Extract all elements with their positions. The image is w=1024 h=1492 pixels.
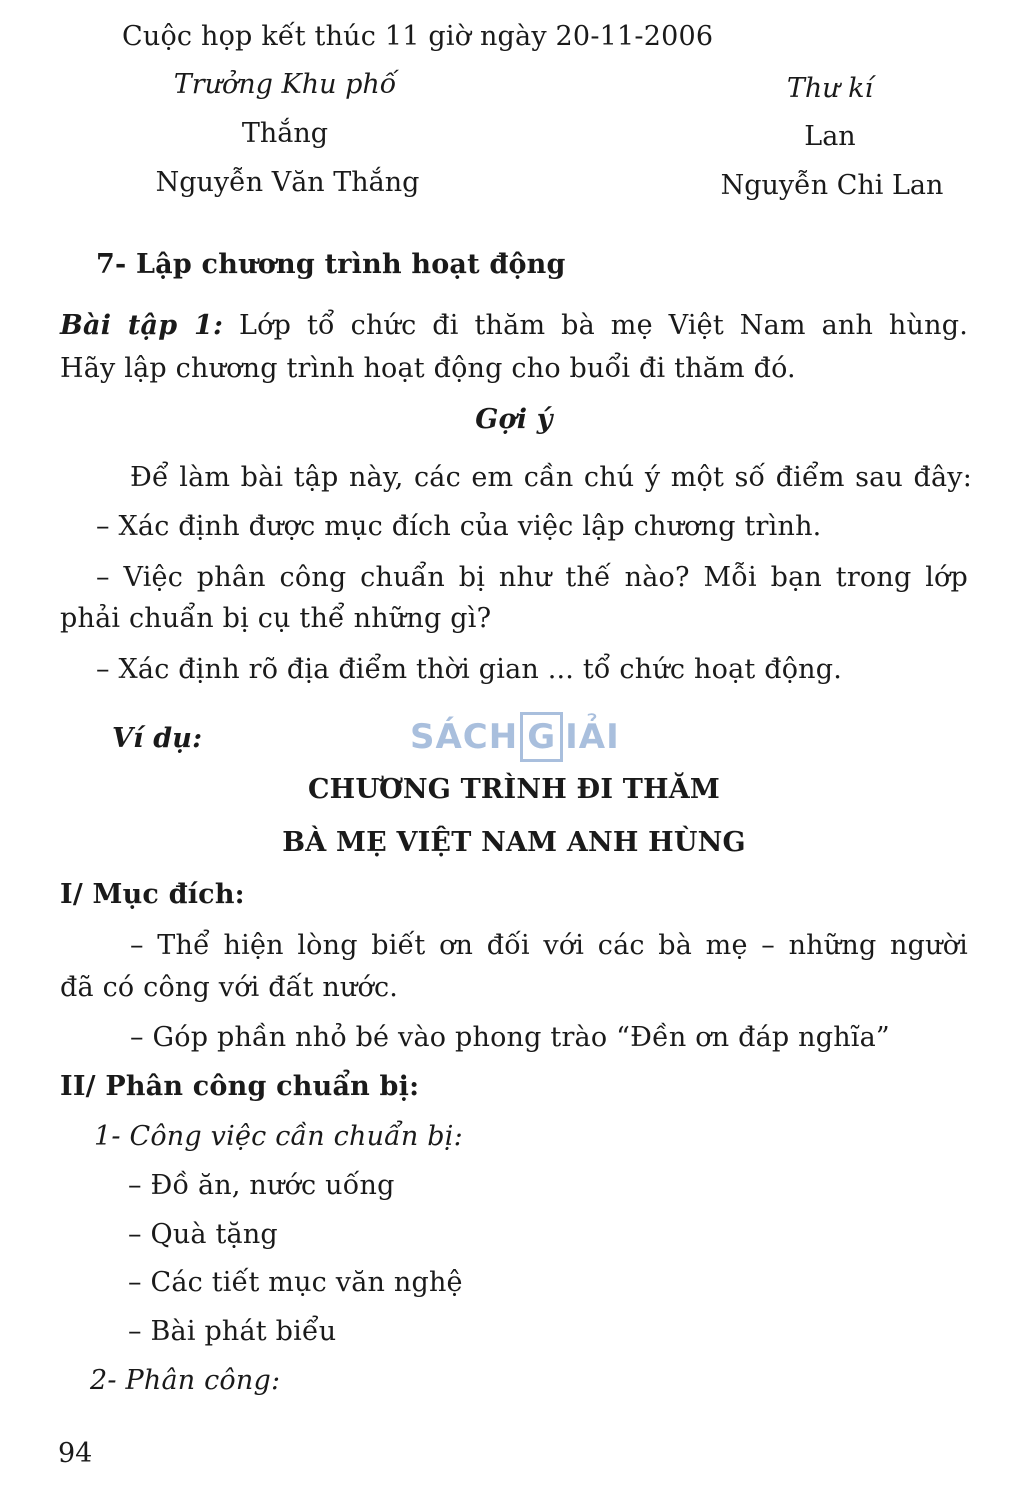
program-title-line-1: CHƯƠNG TRÌNH ĐI THĂM	[307, 774, 721, 805]
purpose-item-1-line-2: đã có công với đất nước.	[60, 972, 399, 1003]
example-label: Ví dụ:	[112, 723, 203, 754]
right-signer-name: Nguyễn Chi Lan	[720, 170, 944, 201]
left-signer-name: Nguyễn Văn Thắng	[155, 167, 420, 198]
watermark-logo	[410, 712, 620, 762]
page-number: 94	[58, 1438, 93, 1469]
right-signer-role: Thư kí	[786, 73, 874, 104]
watermark-right: IẢI	[565, 717, 620, 757]
exercise-line-1	[60, 309, 968, 343]
list-item: – Đồ ăn, nước uống	[128, 1170, 395, 1201]
left-signature: Thắng	[241, 118, 329, 149]
exercise-line-2: Hãy lập chương trình hoạt động cho buổi đi thăm đó.	[60, 353, 796, 384]
watermark-left: SÁCH	[410, 717, 519, 757]
assignment-sub-1: 1- Công việc cần chuẩn bị:	[94, 1121, 463, 1152]
assignment-sub-2: 2- Phân công:	[90, 1365, 281, 1396]
hint-point-2-line-2: phải chuẩn bị cụ thể những gì?	[60, 603, 492, 634]
meeting-end-line: Cuộc họp kết thúc 11 giờ ngày 20-11-2006	[122, 21, 714, 52]
hint-title: Gợi ý	[475, 404, 553, 435]
exercise-label: Bài tập 1:	[60, 310, 224, 341]
purpose-item-2: – Góp phần nhỏ bé vào phong trào “Đền ơn đáp nghĩa”	[130, 1022, 890, 1053]
purpose-item-1-line-1: – Thể hiện lòng biết ơn đối với các bà mẹ – những người	[130, 930, 968, 961]
hint-point-2-line-1: – Việc phân công chuẩn bị như thế nào? Mỗi bạn trong lớp	[96, 562, 968, 593]
program-title-line-2: BÀ MẸ VIỆT NAM ANH HÙNG	[282, 827, 746, 858]
list-item: – Bài phát biểu	[128, 1316, 337, 1347]
hint-point-1: – Xác định được mục đích của việc lập chương trình.	[96, 511, 822, 542]
section-heading: 7- Lập chương trình hoạt động	[96, 249, 566, 280]
left-signer-role: Trưởng Khu phố	[173, 69, 397, 100]
exercise-text: Lớp tổ chức đi thăm bà mẹ Việt Nam anh hùng.	[239, 310, 968, 341]
list-item: – Quà tặng	[128, 1219, 278, 1250]
watermark-box: G	[520, 712, 563, 762]
right-signature: Lan	[804, 121, 856, 152]
hint-intro: Để làm bài tập này, các em cần chú ý một số điểm sau đây:	[130, 462, 972, 493]
purpose-heading: I/ Mục đích:	[60, 879, 245, 910]
assignment-heading: II/ Phân công chuẩn bị:	[60, 1071, 420, 1102]
hint-point-3: – Xác định rõ địa điểm thời gian ... tổ chức hoạt động.	[96, 654, 842, 685]
list-item: – Các tiết mục văn nghệ	[128, 1267, 463, 1298]
